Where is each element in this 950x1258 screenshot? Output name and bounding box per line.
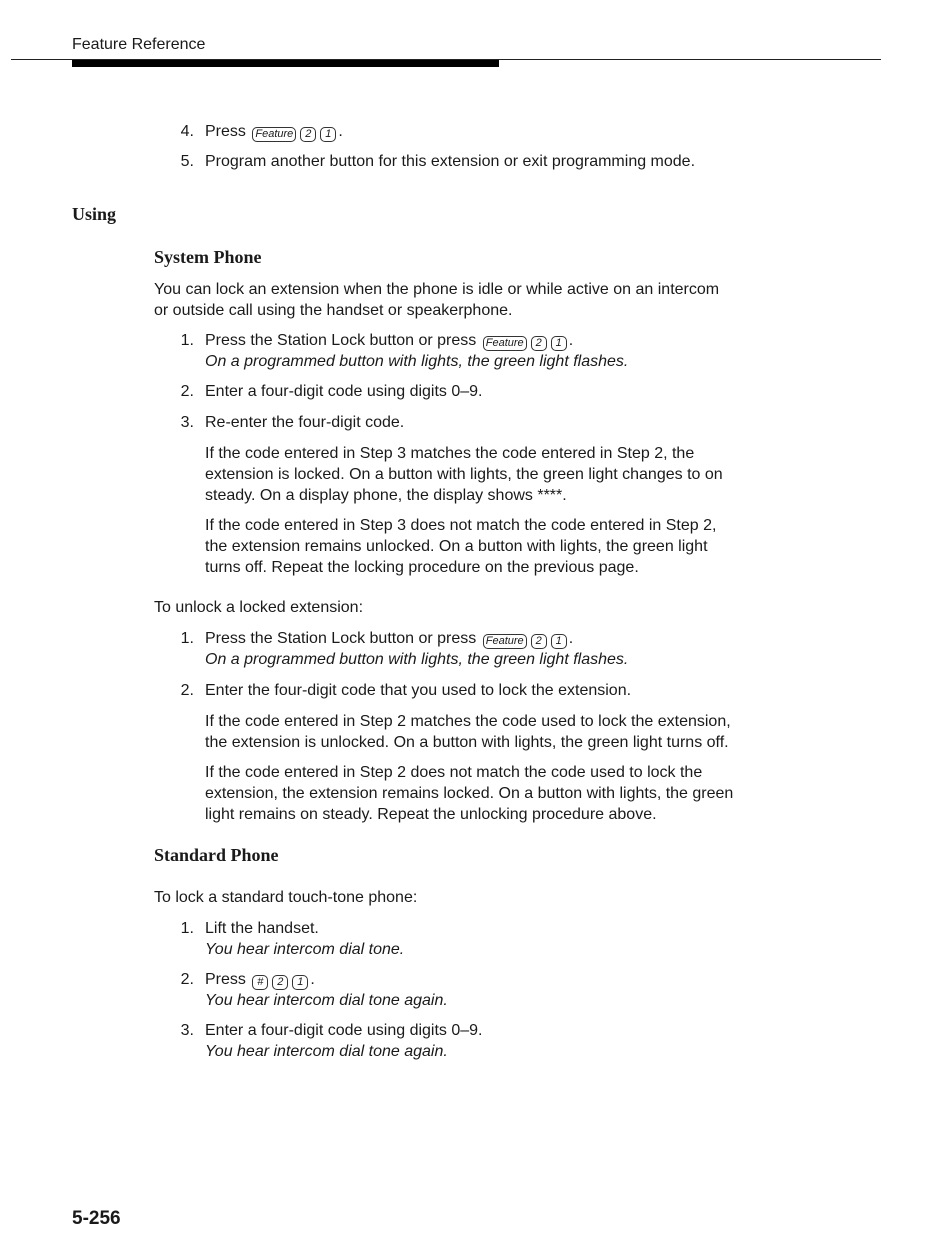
- unlock-step-1: [205, 628, 785, 670]
- digit-1-key-icon: 1: [551, 634, 567, 649]
- step-text: Enter a four-digit code using digits 0–9.: [205, 1022, 483, 1039]
- text-line: If the code entered in Step 3 matches the code entered in Step 2, the: [205, 445, 695, 462]
- text-line: the extension remains unlocked. On a button with lights, the green light: [205, 538, 708, 555]
- digit-2-key-icon: 2: [531, 634, 547, 649]
- running-header: Feature Reference: [72, 36, 206, 53]
- text-line: the extension is unlocked. On a button with lights, the green light turns off.: [205, 734, 729, 751]
- standard-phone-intro: To lock a standard touch-tone phone:: [154, 889, 418, 906]
- step-result: You hear intercom dial tone again.: [205, 1043, 448, 1060]
- digit-2-key-icon: 2: [300, 127, 316, 142]
- text-line: extension is locked. On a button with lights, the green light changes to on: [205, 466, 723, 483]
- digit-1-key-icon: 1: [292, 975, 308, 990]
- text-line: turns off. Repeat the locking procedure on the previous page.: [205, 559, 639, 576]
- step-number: 3.: [180, 414, 194, 431]
- step-text: Press: [205, 971, 246, 988]
- standard-step-2: [205, 969, 785, 1011]
- step-number: 3.: [180, 1022, 194, 1039]
- digit-1-key-icon: 1: [320, 127, 336, 142]
- step-result: You hear intercom dial tone again.: [205, 992, 448, 1009]
- text-line: If the code entered in Step 2 does not match the code used to lock the: [205, 764, 703, 781]
- step-number: 1.: [180, 630, 194, 647]
- unlock-step-2: Enter the four-digit code that you used to lock the extension.: [205, 682, 632, 699]
- step-result: You hear intercom dial tone.: [205, 941, 405, 958]
- feature-key-icon: Feature: [483, 336, 527, 351]
- section-heading-using: Using: [72, 204, 117, 224]
- step-punct: .: [338, 123, 343, 140]
- digit-2-key-icon: 2: [272, 975, 288, 990]
- step-number: 1.: [180, 332, 194, 349]
- lock-step-2: Enter a four-digit code using digits 0–9.: [205, 383, 483, 400]
- text-line: extension, the extension remains locked. On a button with lights, the green: [205, 785, 734, 802]
- lock-note-mismatch: [205, 515, 785, 578]
- unlock-note-mismatch: [205, 762, 785, 825]
- step-number: 2.: [180, 971, 194, 988]
- step-4: [205, 121, 785, 142]
- step-punct: .: [568, 630, 574, 647]
- step-number: 4.: [180, 123, 194, 140]
- standard-step-1: [205, 918, 785, 960]
- header-bar: [72, 60, 499, 67]
- step-number: 2.: [180, 682, 194, 699]
- feature-key-icon: Feature: [483, 634, 527, 649]
- step-text: Lift the handset.: [205, 920, 319, 937]
- step-text: Press the Station Lock button or press: [205, 630, 477, 647]
- step-punct: .: [568, 332, 574, 349]
- text-line: or outside call using the handset or speakerphone.: [154, 302, 513, 319]
- digit-2-key-icon: 2: [531, 336, 547, 351]
- text-line: If the code entered in Step 3 does not match the code entered in Step 2,: [205, 517, 717, 534]
- subheading-system-phone: System Phone: [154, 247, 262, 267]
- system-phone-intro: [154, 279, 784, 321]
- lock-step-3: Re-enter the four-digit code.: [205, 414, 405, 431]
- unlock-intro: To unlock a locked extension:: [154, 599, 364, 616]
- step-result: On a programmed button with lights, the green light flashes.: [205, 651, 629, 668]
- pound-key-icon: #: [252, 975, 268, 990]
- step-number: 2.: [180, 383, 194, 400]
- digit-1-key-icon: 1: [551, 336, 567, 351]
- page-number: 5-256: [72, 1208, 121, 1229]
- text-line: If the code entered in Step 2 matches the code used to lock the extension,: [205, 713, 731, 730]
- text-line: steady. On a display phone, the display shows ****.: [205, 487, 567, 504]
- step-5: Program another button for this extension or exit programming mode.: [205, 153, 696, 170]
- standard-step-3: [205, 1020, 785, 1062]
- step-number: 1.: [180, 920, 194, 937]
- step-text: Press the Station Lock button or press: [205, 332, 477, 349]
- lock-step-1: [205, 330, 785, 372]
- subheading-standard-phone: Standard Phone: [154, 845, 279, 865]
- step-number: 5.: [180, 153, 194, 170]
- unlock-note-match: [205, 711, 785, 753]
- feature-key-icon: Feature: [252, 127, 296, 142]
- lock-note-match: [205, 443, 785, 506]
- text-line: light remains on steady. Repeat the unlocking procedure above.: [205, 806, 657, 823]
- step-text: Press: [205, 123, 246, 140]
- step-punct: .: [310, 971, 315, 988]
- step-result: On a programmed button with lights, the green light flashes.: [205, 353, 629, 370]
- text-line: You can lock an extension when the phone is idle or while active on an intercom: [154, 281, 720, 298]
